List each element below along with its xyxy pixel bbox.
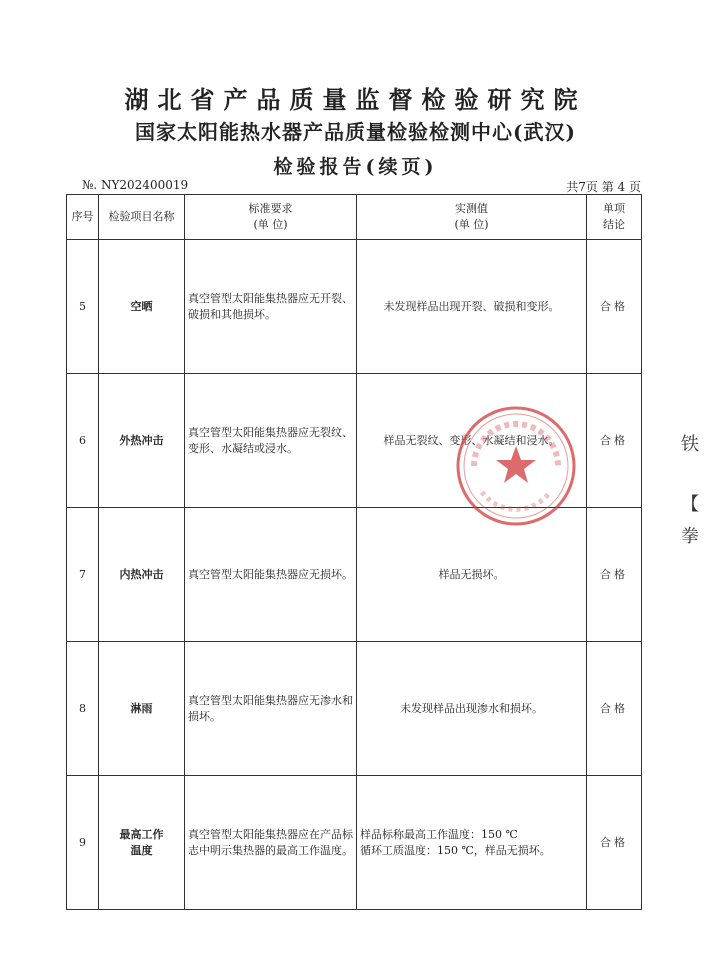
header-result: [587, 195, 642, 240]
row-item-line1: 最高工作: [119, 827, 164, 841]
row-number: 5: [67, 240, 99, 374]
row-measured: 未发现样品出现开裂、破损和变形。: [357, 240, 587, 374]
row-measured: [357, 776, 587, 910]
table-row: [67, 508, 642, 642]
row-result: 合格: [587, 508, 642, 642]
row-result: 合格: [587, 374, 642, 508]
center-title: 国家太阳能热水器产品质量检验检测中心(武汉): [135, 120, 576, 144]
header-measured-line2: (单 位): [454, 218, 489, 231]
row-item: 外热冲击: [99, 374, 185, 508]
row-number: 7: [67, 508, 99, 642]
header-item: 检验项目名称: [99, 195, 185, 240]
row-measured: 未发现样品出现渗水和损坏。: [357, 642, 587, 776]
row-standard: 真空管型太阳能集热器应无损坏。: [185, 508, 357, 642]
row-number: 6: [67, 374, 99, 508]
table-row: [67, 776, 642, 910]
row-standard: 真空管型太阳能集热器应无渗水和损坏。: [185, 642, 357, 776]
table-row: [67, 240, 642, 374]
header-result-line2: 结论: [603, 218, 625, 231]
table-row: [67, 374, 642, 508]
inspection-table: [66, 194, 642, 910]
row-item: 空晒: [99, 240, 185, 374]
row-standard: 真空管型太阳能集热器应无裂纹、变形、水凝结或浸水。: [185, 374, 357, 508]
row-result: 合格: [587, 776, 642, 910]
row-standard: 真空管型太阳能集热器应在产品标志中明示集热器的最高工作温度。: [185, 776, 357, 910]
header-standard-line1: 标准要求: [248, 202, 293, 215]
edge-fragment: 拳: [681, 526, 699, 547]
edge-fragment: 铁: [681, 434, 699, 455]
row-measured: 样品无损坏。: [357, 508, 587, 642]
table-row: [67, 642, 642, 776]
header-measured: [357, 195, 587, 240]
row-result: 合格: [587, 240, 642, 374]
header-result-line1: 单项: [603, 202, 625, 215]
table-header-row: [67, 195, 642, 240]
edge-fragment: 【: [681, 494, 699, 515]
header-no: 序号: [67, 195, 99, 240]
row-measured-line1: 样品标称最高工作温度：150 ℃: [360, 827, 518, 841]
row-result: 合格: [587, 642, 642, 776]
report-title: 检验报告(续页): [273, 156, 438, 178]
row-number: 9: [67, 776, 99, 910]
header-standard-line2: (单 位): [253, 218, 288, 231]
header-standard: [185, 195, 357, 240]
row-measured-line2: 循环工质温度：150 ℃，样品无损坏。: [360, 843, 551, 857]
row-number: 8: [67, 642, 99, 776]
row-item: 淋雨: [99, 642, 185, 776]
header-measured-line1: 实测值: [455, 202, 488, 215]
row-item: [99, 776, 185, 910]
row-measured: 样品无裂纹、变形、水凝结和浸水。: [357, 374, 587, 508]
institute-title: 湖北省产品质量监督检验研究院: [124, 85, 587, 114]
page-info: 共7页 第 4 页: [566, 180, 641, 194]
row-item-line2: 温度: [130, 843, 153, 857]
row-item: 内热冲击: [99, 508, 185, 642]
row-standard: 真空管型太阳能集热器应无开裂、破损和其他损坏。: [185, 240, 357, 374]
report-number: №. NY202400019: [82, 178, 189, 192]
